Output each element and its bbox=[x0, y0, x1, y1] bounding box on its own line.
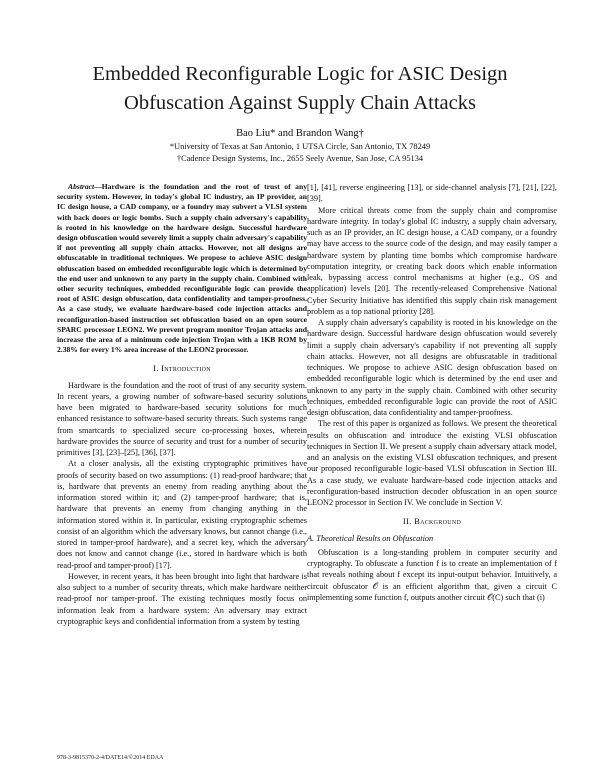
title-line-2: Obfuscation Against Supply Chain Attacks bbox=[124, 92, 476, 114]
abstract-text: —Hardware is the foundation and the root of trust of any security system. However, in today's global IC industry, an IP provider, an IC design house, a CAD company, or a foundry may subvert a VLSI system with back doors or logic bombs. Such a supply chain adversary's capability is rooted in his knowledge on the hardware design. Successful hardware design obfuscation would severely limit a supply chain adversary's capability if not preventing all supply chain attacks. However, not all designs are obfuscatable in traditional techniques. We propose to achieve ASIC design obfuscation based on embedded reconfigurable logic which is determined by the end user and unknown to any party in the supply chain. Combined with other security techniques, embedded reconfigurable logic can provide the root of ASIC design obfuscation, data confidentiality and tamper-proofness. As a case study, we evaluate hardware-based code injection attacks and reconfiguration-based instruction set obfuscation based on an open source SPARC processor LEON2. We prevent program monitor Trojan attacks and increase the area of a minimum code injection Trojan with a 1KB ROM by 2.38% for every 1% area increase of the LEON2 processor. bbox=[57, 182, 307, 355]
intro-paragraph-3-continued: [1], [41], reverse engineering [13], or side-channel analysis [7], [21], [22], [39]. bbox=[307, 183, 557, 204]
intro-paragraph-1: Hardware is the foundation and the root of trust of any security system. In recent years, a growing number of software-based security solutions have been migrated to hardware-based security solutions for much enhanced resistance to software-based security threats. Such systems range from smartcards to specialized secure co-processing boxes, wherein hardware provides the source of security and trust for a number of security primitives [3], [23]–[25], [36], [37]. bbox=[57, 380, 307, 458]
abstract-label: Abstract bbox=[68, 182, 95, 191]
section-heading-introduction: I. Introduction bbox=[153, 363, 211, 374]
intro-paragraph-2: At a closer analysis, all the existing cryptographic primitives have proofs of security based on two assumptions: (1) read-proof hardware; that is, hardware that prevents an enemy from reading anything about the information stored within it; and (2) tamper-proof hardware; that is, hardware that prevents an enemy from changing anything in the information stored within it. In particular, existing cryptographic schemes consist of an algorithm which the adversary knows, but cannot change (i.e., stored in tamper-proof hardware), and a secret key, which the adversary does not know and cannot change (i.e., stored in hardware which is both read-proof and tamper-proof) [17]. bbox=[57, 459, 307, 570]
section-heading-background: II. Background bbox=[402, 516, 462, 527]
copyright-footer: 978-3-9815370-2-4/DATE14/©2014 EDAA bbox=[57, 755, 164, 761]
authors: Bao Liu* and Brandon Wang† bbox=[236, 128, 364, 139]
left-column bbox=[57, 182, 307, 627]
affiliation-cadence: †Cadence Design Systems, Inc., 2655 Seely Avenue, San Jose, CA 95134 bbox=[176, 154, 424, 163]
right-column bbox=[307, 182, 557, 603]
title-line-1: Embedded Reconfigurable Logic for ASIC Design bbox=[92, 63, 508, 85]
intro-paragraph-6: The rest of this paper is organized as follows. We present the theoretical results on obfuscation and introduce the existing VLSI obfuscation techniques in Section II. We present a supply chain adversary attack model, and an analysis on the existing VLSI obfuscation techniques, and present our proposed reconfigurable logic-based VLSI obfuscation in Section III. As a case study, we evaluate hardware-based code injection attacks and reconfiguration-based instruction decoder obfuscation in an open source LEON2 processor in Section IV. We conclude in Section V. bbox=[307, 419, 557, 507]
affiliation-utsa: *University of Texas at San Antonio, 1 UTSA Circle, San Antonio, TX 78249 bbox=[169, 142, 431, 151]
paper-title bbox=[40, 60, 560, 118]
intro-paragraph-4: More critical threats come from the supply chain and compromise hardware integrity. In today's global IC industry, a supply chain adversary, such as an IP provider, an IC design house, a CAD company, or a foundry may have access to the source code of the design, and may easily tamper a hardware system by planting time bombs which compromise hardware computation integrity, or creating back doors which enable information leak, bypassing access control mechanisms at higher (e.g., OS and application) levels [20]. The recently-released Comprehensive National Cyber Security Initiative has identified this supply chain risk management problem as a top national priority [28]. bbox=[307, 205, 557, 316]
subsection-heading-theoretical-results: A. Theoretical Results on Obfuscation bbox=[307, 533, 434, 543]
background-paragraph-1: Obfuscation is a long-standing problem in computer security and cryptography. To obfuscate a function f is to create an implementation of f that reveals nothing about f except its input-output behavior. Intuitively, a circuit obfuscator 𝒪 is an efficient algorithm that, given a circuit C implementing some function f, outputs another circuit 𝒪(C) such that (i) bbox=[307, 547, 557, 602]
intro-paragraph-5: A supply chain adversary's capability is rooted in his knowledge on the hardware design. Successful hardware design obfuscation would severely limit a supply chain adversary's capability if not preventing all supply chain attacks. However, not all designs are obfuscatable in traditional techniques. We propose to achieve ASIC design obfuscation based on embedded reconfigurable logic which is determined by the end user and unknown to any party in the supply chain. Combined with other security techniques, embedded reconfigurable logic can provide the root of ASIC design obfuscation, data confidentiality and tamper-proofness. bbox=[307, 318, 557, 417]
intro-paragraph-3: However, in recent years, it has been brought into light that hardware is also subject to a number of security threats, which make hardware neither read-proof nor tamper-proof. The existing techniques mostly focus on information leak from a hardware system: An adversary may extract cryptographic keys and confidential information from a system by testing bbox=[57, 571, 307, 626]
abstract bbox=[57, 182, 307, 355]
